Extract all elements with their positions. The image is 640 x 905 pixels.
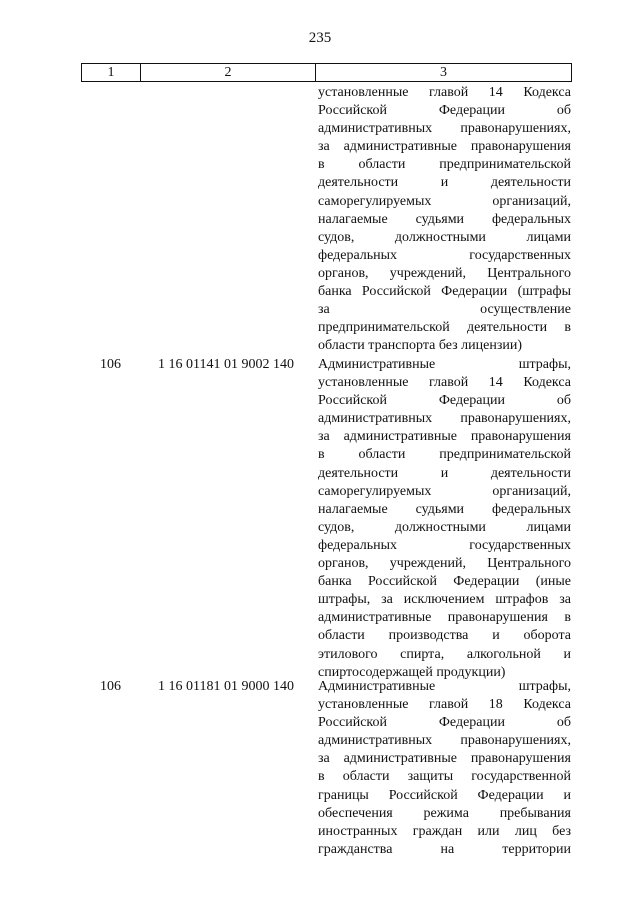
word: административных [318, 733, 433, 749]
word: налагаемые [318, 211, 388, 227]
word: организаций, [492, 483, 571, 499]
word: (штрафы [517, 284, 571, 300]
text-line [318, 84, 571, 102]
text-line [318, 102, 571, 120]
word: правонарушения [447, 610, 548, 626]
word: правонарушениях, [460, 121, 571, 137]
word: административные [318, 610, 432, 626]
word: об [556, 103, 571, 119]
word: судов, [318, 519, 355, 535]
row-1-kbk-code: 1 16 01141 01 9002 140 [158, 357, 294, 372]
word: защиты [407, 769, 454, 785]
text-line [318, 446, 571, 464]
word: в [564, 610, 571, 626]
word: гражданства [318, 841, 393, 857]
word: штрафов [495, 592, 549, 608]
word: оборота [523, 628, 571, 644]
word: границы [318, 787, 369, 803]
text-line [318, 211, 571, 229]
word: административные [343, 429, 457, 445]
row-2-admin-code: 106 [100, 679, 121, 694]
word: пребывания [499, 805, 571, 821]
word: федеральных [318, 247, 398, 263]
text-line [318, 714, 571, 732]
word: Федерации [453, 574, 520, 590]
word: штрафы, [518, 357, 571, 372]
word: предпринимательской [318, 320, 450, 336]
text-line [318, 301, 571, 319]
text-line [318, 465, 571, 483]
table-header [81, 63, 572, 82]
word: спиртосодержащей продукции) [318, 664, 506, 680]
word: штрафы, [318, 592, 371, 608]
text-line [318, 283, 571, 301]
word: организаций, [492, 193, 571, 209]
word: Центрального [487, 556, 571, 572]
row-2-kbk-code: 1 16 01181 01 9000 140 [158, 679, 294, 694]
word: 14 [488, 85, 503, 100]
word: органов, [318, 556, 369, 572]
word: установленные [318, 375, 409, 391]
text-line [318, 483, 571, 501]
word: области [358, 447, 406, 463]
text-line [318, 573, 571, 591]
text-line [318, 805, 571, 823]
text-line [318, 609, 571, 627]
word: деятельности [490, 465, 571, 481]
word: за [318, 751, 330, 767]
word: саморегулируемых [318, 483, 432, 499]
word: и [563, 787, 571, 803]
word: главой [429, 697, 469, 713]
word: Федерации [438, 715, 505, 731]
word: этилового [318, 646, 378, 662]
word: в [564, 320, 571, 336]
word: налагаемые [318, 501, 388, 517]
word: Федерации [438, 103, 505, 119]
word: правонарушениях, [460, 733, 571, 749]
word: Федерации [477, 787, 544, 803]
word: производства [388, 628, 469, 644]
word: государственных [469, 537, 571, 553]
word: Центрального [487, 265, 571, 281]
word: обеспечения [318, 805, 393, 821]
text-line [318, 732, 571, 750]
text-line [318, 265, 571, 283]
word: об [556, 715, 571, 731]
text-line [318, 555, 571, 573]
text-line [318, 750, 571, 768]
text-line [318, 646, 571, 664]
word: лицами [526, 229, 571, 245]
word: предпринимательской [439, 447, 571, 463]
word: за [318, 139, 330, 155]
word: Российской [367, 574, 437, 590]
word: или [477, 823, 500, 839]
word: банка [318, 574, 352, 590]
word: учреждений, [389, 556, 467, 572]
text-line [318, 392, 571, 410]
word: и [492, 628, 500, 644]
text-line [318, 374, 571, 392]
word: деятельности [466, 320, 548, 336]
word: в [318, 769, 325, 785]
word: области [318, 628, 365, 644]
word: спирта, [400, 646, 445, 662]
word: области транспорта без лицензии) [318, 338, 523, 354]
word: главой [429, 375, 469, 391]
word: Кодекса [523, 85, 571, 100]
row-2-description [318, 678, 571, 859]
text-line [318, 591, 571, 609]
word: осуществление [480, 302, 571, 318]
text-line [318, 138, 571, 156]
word: Российской [361, 284, 431, 300]
word: и [440, 175, 449, 191]
word: за [318, 429, 330, 445]
word: и [440, 465, 449, 481]
word: учреждений, [389, 265, 467, 281]
word: (иные [535, 574, 571, 590]
row-1-description [318, 356, 571, 682]
word: иностранных [318, 823, 398, 839]
word: 14 [488, 375, 503, 391]
word: правонарушения [470, 139, 571, 155]
word: Административные [318, 679, 436, 694]
word: алкогольной [466, 646, 541, 662]
word: должностными [394, 229, 486, 245]
text-line [318, 537, 571, 555]
word: административные [343, 751, 457, 767]
word: правонарушения [470, 751, 571, 767]
word: Кодекса [523, 697, 571, 713]
text-line [318, 787, 571, 805]
word: за [559, 592, 571, 608]
text-line [318, 768, 571, 786]
word: области [342, 769, 390, 785]
text-line [318, 410, 571, 428]
text-line [318, 696, 571, 714]
word: Кодекса [523, 375, 571, 391]
word: и [563, 646, 571, 662]
word: административных [318, 121, 433, 137]
text-line [318, 319, 571, 337]
word: установленные [318, 85, 409, 100]
word: деятельности [318, 465, 399, 481]
word: Федерации [438, 393, 505, 409]
word: Административные [318, 357, 436, 372]
word: органов, [318, 265, 369, 281]
word: судьями [415, 501, 465, 517]
word: федеральных [491, 211, 571, 227]
word: административных [318, 411, 433, 427]
word: деятельности [318, 175, 399, 191]
text-line [318, 247, 571, 265]
text-line [318, 174, 571, 192]
word: саморегулируемых [318, 193, 432, 209]
word: банка [318, 284, 352, 300]
word: режима [423, 805, 469, 821]
text-line [318, 356, 571, 374]
text-line [318, 193, 571, 211]
word: Российской [318, 393, 387, 409]
word: в [318, 157, 325, 173]
word: должностными [394, 519, 486, 535]
word: исключением [403, 592, 485, 608]
word: главой [429, 85, 469, 100]
word: судьями [415, 211, 465, 227]
text-line [318, 841, 571, 859]
header-col-2: 2 [141, 64, 316, 81]
word: в [318, 447, 325, 463]
text-line [318, 678, 571, 696]
word: предпринимательской [439, 157, 571, 173]
word: Российской [388, 787, 458, 803]
word: судов, [318, 229, 355, 245]
word: правонарушениях, [460, 411, 571, 427]
word: деятельности [490, 175, 571, 191]
word: государственных [469, 247, 571, 263]
word: административные [343, 139, 457, 155]
text-line [318, 428, 571, 446]
word: Российской [318, 103, 387, 119]
text-line [318, 627, 571, 645]
text-line [318, 156, 571, 174]
word: федеральных [491, 501, 571, 517]
word: государственной [471, 769, 571, 785]
word: об [556, 393, 571, 409]
word: на [440, 841, 455, 857]
word: правонарушения [470, 429, 571, 445]
text-line [318, 823, 571, 841]
text-line [318, 501, 571, 519]
word: Российской [318, 715, 387, 731]
word: 18 [488, 697, 503, 713]
word: территории [502, 841, 571, 857]
word: штрафы, [518, 679, 571, 694]
word: Федерации [441, 284, 508, 300]
word: лицами [526, 519, 571, 535]
text-line [318, 519, 571, 537]
word: без [552, 823, 571, 839]
word: лиц [514, 823, 537, 839]
word: установленные [318, 697, 409, 713]
text-line [318, 337, 571, 355]
word: граждан [412, 823, 463, 839]
continuation-description [318, 84, 571, 355]
row-1-admin-code: 106 [100, 357, 121, 372]
word: за [318, 302, 330, 318]
header-col-3: 3 [440, 64, 447, 80]
text-line [318, 229, 571, 247]
header-col-1: 1 [82, 64, 141, 81]
page-number: 235 [308, 30, 332, 46]
word: за [381, 592, 393, 608]
text-line [318, 120, 571, 138]
word: федеральных [318, 537, 398, 553]
word: области [358, 157, 406, 173]
